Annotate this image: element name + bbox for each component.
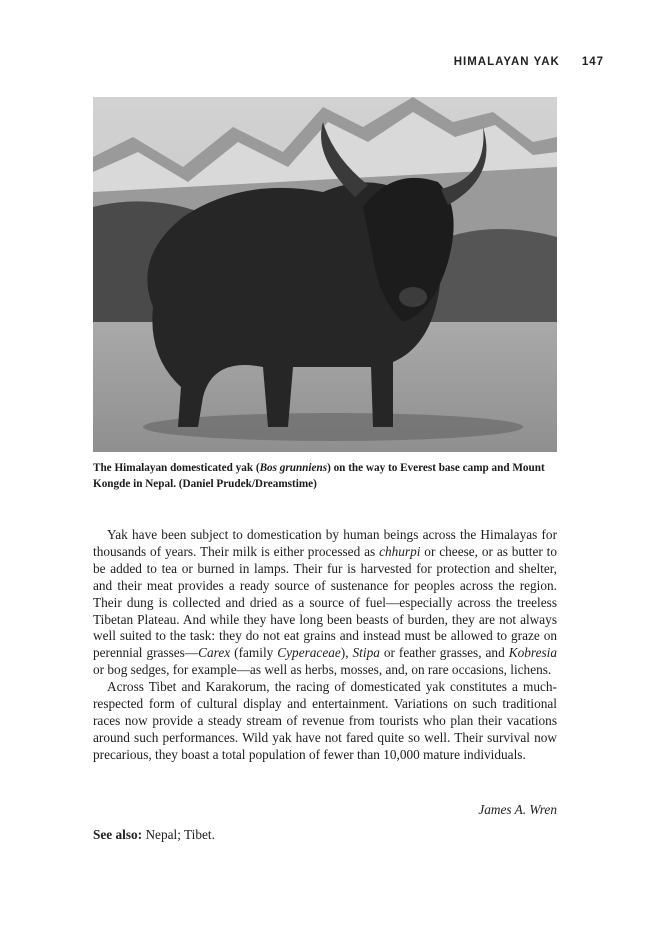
paragraph <box>93 527 557 679</box>
italic-term: Kobresia <box>508 645 557 661</box>
figure-caption <box>93 460 559 492</box>
caption-text-end: ) on the way to Everest base camp and Mount Kongde in Nepal. (Daniel Prudek/Dreamstime) <box>93 462 545 490</box>
italic-term: chhurpi <box>379 543 421 559</box>
text-run: Yak have been subject to domestication by human beings across the Himalayas for thousands of years. Their milk is either processed as <box>93 527 557 559</box>
italic-term: Stipa <box>352 645 380 661</box>
yak-photo <box>93 97 557 452</box>
text-run: ), <box>340 645 353 661</box>
running-head <box>454 56 604 68</box>
text-run: or bog sedges, for example—as well as herbs, mosses, and, on rare occasions, lichens. <box>93 662 552 678</box>
article-body <box>93 527 557 764</box>
yak-muzzle <box>399 287 427 307</box>
italic-term: Carex <box>198 645 231 661</box>
yak-shadow <box>143 413 523 441</box>
see-also-links: Nepal; Tibet. <box>142 827 215 842</box>
running-title: HIMALAYAN YAK <box>453 56 560 68</box>
text-run: or feather grasses, and <box>379 645 509 661</box>
caption-species: Bos grunniens <box>259 462 328 474</box>
yak-photo-illustration <box>93 97 557 452</box>
text-run: (family <box>230 645 278 661</box>
caption-text: The Himalayan domesticated yak ( <box>93 462 260 474</box>
text-run: or cheese, or as butter to be added to tea or burned in lamps. Their fur is harvested for protection and shelter, and their meat provides a ready source of sustenance for peoples across the region. Their dung is collected and dried as a source of fuel—especially across the treeless Tibetan Plateau. And while they have long been beasts of burden, they are not always well suited to the task: they do not eat grains and instead must be allowed to graze on perennial grasses— <box>93 543 557 661</box>
see-also <box>93 827 215 843</box>
page-number: 147 <box>581 56 604 68</box>
paragraph: Across Tibet and Karakorum, the racing of domesticated yak constitutes a much-respected form of cultural display and entertainment. Variations on such traditional races now provide a steady stream of revenue from tourists who plan their vacations around such performances. Wild yak have not fared quite so well. Their survival now precarious, they boast a total population of fewer than 10,000 mature individuals. <box>93 679 557 762</box>
see-also-label: See also: <box>93 827 143 842</box>
author-byline: James A. Wren <box>478 802 557 817</box>
italic-term: Cyperaceae <box>277 645 341 661</box>
